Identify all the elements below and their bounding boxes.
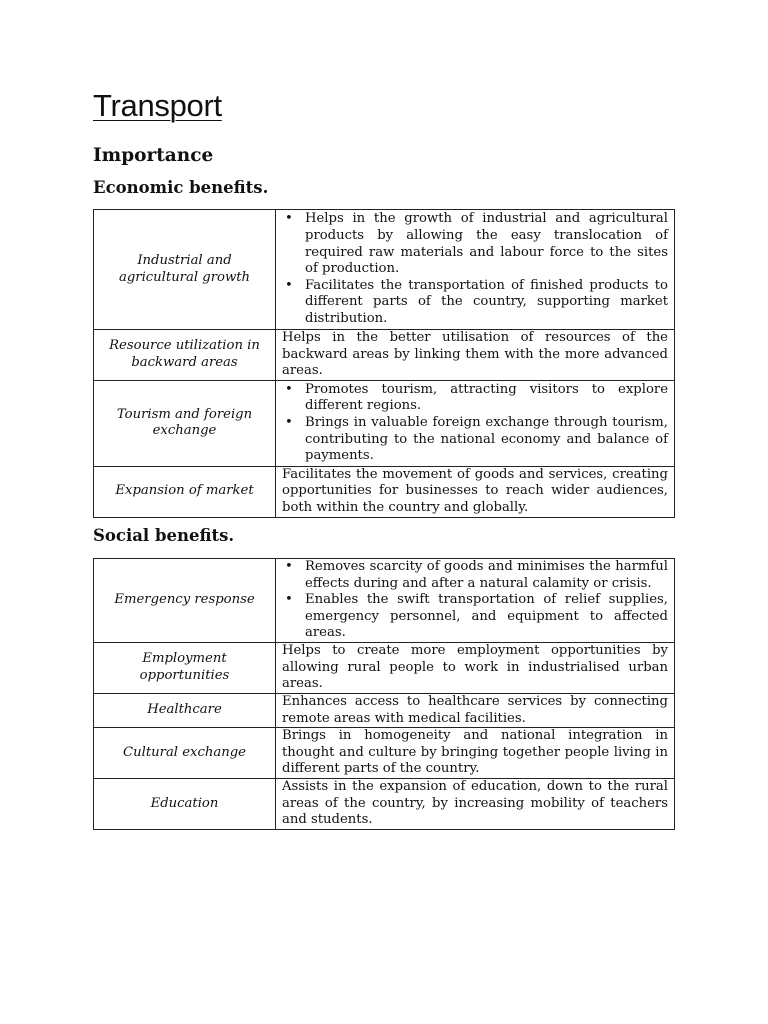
row-description — [276, 380, 675, 466]
table-row — [94, 693, 675, 727]
table-row — [94, 728, 675, 779]
row-label: Expansion of market — [94, 466, 276, 517]
list-item — [285, 211, 668, 277]
bullet-text: Brings in valuable foreign exchange through tourism, contributing to the national economy and balance of payments. — [305, 414, 668, 464]
table-row — [94, 210, 675, 330]
row-description: Helps to create more employment opportunities by allowing rural people to work in industrialised urban areas. — [276, 642, 675, 693]
row-label: Emergency response — [94, 559, 276, 643]
row-label: Education — [94, 779, 276, 830]
table-row — [94, 779, 675, 830]
row-description — [276, 210, 675, 330]
row-label: Industrial and agricultural growth — [94, 210, 276, 330]
row-description — [276, 559, 675, 643]
bullet-list — [282, 211, 668, 327]
row-description: Helps in the better utilisation of resources of the backward areas by linking them with the more advanced areas. — [276, 330, 675, 381]
bullet-icon: • — [285, 559, 293, 574]
row-label: Healthcare — [94, 693, 276, 727]
row-label: Employment opportunities — [94, 642, 276, 693]
bullet-text: Facilitates the transportation of finished products to different parts of the country, supporting market distribution. — [305, 277, 668, 326]
table-row — [94, 330, 675, 381]
bullet-text: Removes scarcity of goods and minimises the harmful effects during and after a natural calamity or crisis. — [305, 559, 668, 591]
list-item — [285, 381, 668, 415]
row-description: Brings in homogeneity and national integration in thought and culture by bringing together people living in different parts of the country. — [276, 728, 675, 779]
bullet-text: Helps in the growth of industrial and agricultural products by allowing the easy translocation of required raw materials and labour force to the sites of production. — [305, 211, 668, 277]
social-benefits-heading: Social benefits. — [93, 526, 235, 545]
bullet-icon: • — [285, 592, 293, 608]
list-item — [285, 559, 668, 592]
list-item — [285, 414, 668, 465]
page-title: Transport — [93, 88, 222, 123]
bullet-icon: • — [285, 414, 293, 430]
row-label: Resource utilization in backward areas — [94, 330, 276, 381]
social-benefits-table — [93, 558, 675, 830]
bullet-icon: • — [285, 277, 293, 293]
row-label: Tourism and foreign exchange — [94, 380, 276, 466]
bullet-text: Promotes tourism, attracting visitors to explore different regions. — [305, 381, 668, 414]
row-description: Facilitates the movement of goods and services, creating opportunities for businesses to reach wider audiences, both within the country and globally. — [276, 466, 675, 517]
economic-benefits-heading: Economic benefits. — [93, 178, 269, 197]
bullet-icon: • — [285, 211, 293, 227]
table-row — [94, 380, 675, 466]
list-item — [285, 592, 668, 642]
bullet-icon: • — [285, 381, 293, 397]
economic-benefits-table — [93, 209, 675, 518]
table-row — [94, 559, 675, 643]
row-description: Assists in the expansion of education, down to the rural areas of the country, by increasing mobility of teachers and students. — [276, 779, 675, 830]
bullet-text: Enables the swift transportation of relief supplies, emergency personnel, and equipment to affected areas. — [305, 592, 668, 641]
bullet-list — [282, 382, 668, 465]
table-row — [94, 642, 675, 693]
bullet-list — [282, 559, 668, 642]
list-item — [285, 277, 668, 328]
table-row — [94, 466, 675, 517]
importance-heading: Importance — [93, 145, 214, 166]
row-label: Cultural exchange — [94, 728, 276, 779]
row-description: Enhances access to healthcare services by connecting remote areas with medical facilities. — [276, 693, 675, 727]
